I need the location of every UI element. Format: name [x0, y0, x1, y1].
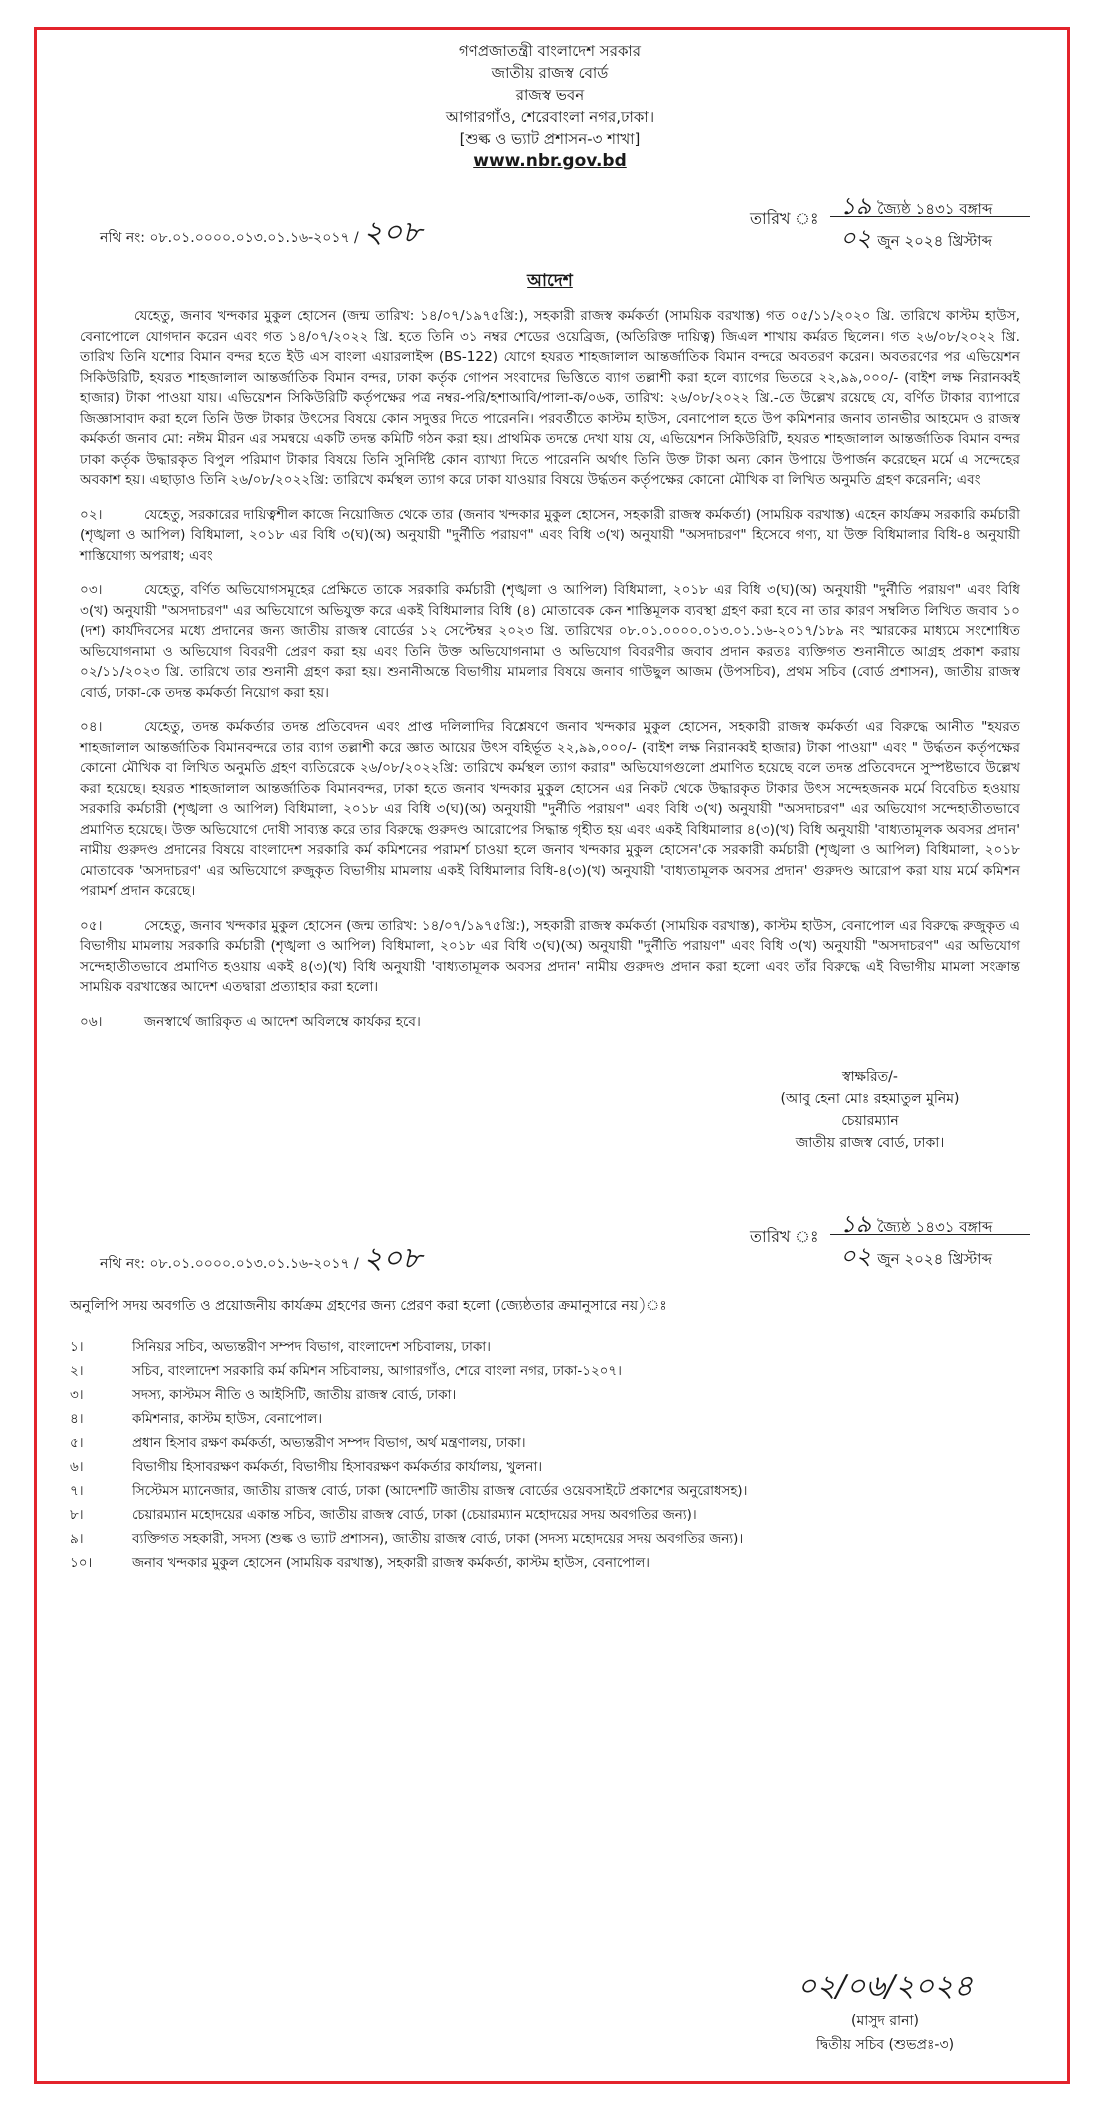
copies-heading: অনুলিপি সদয় অবগতি ও প্রয়োজনীয় কার্যক্রম গ্রহণের জন্য প্রেরণ করা হলো (জ্যেষ্ঠতার ক্রমানুসারে নয়)ঃ	[70, 1298, 667, 1314]
copy-item	[70, 1480, 1030, 1504]
date-2-english-month: জুন ২০২৪ খ্রিস্টাব্দ	[877, 1250, 993, 1268]
chairman-signature	[750, 1066, 990, 1154]
paragraph-4-text: যেহেতু, তদন্ত কর্মকর্তার তদন্ত প্রতিবেদন এবং প্রাপ্ত দলিলাদির বিশ্লেষণে জনাব খন্দকার মুকুল হোসেন, সহকারী রাজস্ব কর্মকর্তা এর বিরুদ্ধে আনীত "হযরত শাহজালাল আন্তর্জাতিক বিমানবন্দরে তার ব্যাগ তল্লাশী করে জ্ঞাত আয়ের উৎস বহির্ভূত ২২,৯৯,০০০/- (বাইশ লক্ষ নিরানব্বই হাজার) টাকা পাওয়া" এবং " উর্দ্ধতন কর্তৃপক্ষের কোনো মৌখিক বা লিখিত অনুমতি গ্রহণ ব্যতিরেকে ২৬/০৮/২০২২খ্রি: তারিখে কর্মস্থল ত্যাগ করার" অভিযোগগুলো প্রমাণিত হয়েছে বলে তদন্ত প্রতিবেদনে সুস্পষ্টভাবে উল্লেখ করা হয়েছে। হযরত শাহজালাল আন্তর্জাতিক বিমানবন্দর, ঢাকা হতে জনাব খন্দকার মুকুল হোসেন এর নিকট থেকে উদ্ধারকৃত টাকার উৎস সন্দেহজনক মর্মে বিবেচিত হওয়ায় সরকারি কর্মচারী (শৃঙ্খলা ও আপিল) বিধিমালা, ২০১৮ এর বিধি ৩(ঘ)(অ) অনুযায়ী "দুর্নীতি পরায়ণ" এবং বিধি ৩(খ) অনুযায়ী "অসদাচরণ" এর অভিযোগ সন্দেহাতীতভাবে প্রমাণিত হয়েছে। উক্ত অভিযোগে দোষী সাব্যস্ত করে তার বিরুদ্ধে গুরুদণ্ড আরোপের সিদ্ধান্ত গৃহীত হয় এবং একই বিধিমালার ৪(৩)(খ) বিধি অনুযায়ী 'বাধ্যতামূলক অবসর প্রদান' নামীয় গুরুদণ্ড প্রদানের বিষয়ে বাংলাদেশ সরকারি কর্ম কমিশনের পরামর্শ চাওয়া হলে জনাব খন্দকার মুকুল হোসেন'কে সরকারী কর্মচারী (শৃঙ্খলা ও আপিল) বিধিমালা, ২০১৮ মোতাবেক 'অসদাচরণ' এর অভিযোগে রুজুকৃত বিভাগীয় মামলায় একই বিধিমালার বিধি-৪(৩)(খ) অনুযায়ী 'বাধ্যতামূলক অবসর প্রদান' গুরুদণ্ড আরোপ করা যায় মর্মে কমিশন পরামর্শ প্রদান করেছে।	[80, 719, 1020, 899]
address: আগারগাঁও, শেরেবাংলা নগর,ঢাকা।	[445, 108, 655, 126]
copy-item-number: ৩।	[70, 1388, 84, 1403]
copy-item-text: প্রধান হিসাব রক্ষণ কর্মকর্তা, অভ্যন্তরীণ সম্পদ বিভাগ, অর্থ মন্ত্রণালয়, ঢাকা।	[132, 1436, 526, 1451]
date-2-label: তারিখ ঃ	[750, 1227, 819, 1246]
copy-item	[70, 1552, 1030, 1576]
paragraph-3	[80, 580, 1020, 703]
file-number-label: নথি নং: ০৮.০১.০০০০.০১৩.০১.১৬-২০১৭ /	[100, 230, 359, 246]
date-2-bangla-day: ১৯	[840, 1210, 872, 1238]
copy-item	[70, 1384, 1030, 1408]
copy-item-text: বিভাগীয় হিসাবরক্ষণ কর্মকর্তা, বিভাগীয় হিসাবরক্ষণ কর্মকর্তার কার্যালয়, খুলনা।	[132, 1460, 543, 1475]
copy-item-text: সচিব, বাংলাদেশ সরকারি কর্ম কমিশন সচিবালয়, আগারগাঁও, শেরে বাংলা নগর, ঢাকা-১২০৭।	[132, 1364, 622, 1379]
copy-item-text: চেয়ারম্যান মহোদয়ের একান্ত সচিব, জাতীয় রাজস্ব বোর্ড, ঢাকা (চেয়ারম্যান মহোদয়ের সদয় অবগতির জন্য)।	[132, 1508, 697, 1523]
building-name: রাজস্ব ভবন	[515, 86, 585, 104]
file-number-handwritten: ২০৮	[363, 215, 422, 250]
paragraph-6	[80, 1012, 1020, 1033]
date-label: তারিখ ঃ	[750, 209, 819, 228]
board-name: জাতীয় রাজস্ব বোর্ড	[491, 64, 609, 82]
copy-item-number: ৮।	[70, 1508, 84, 1523]
copy-item	[70, 1528, 1030, 1552]
date-2-bangla-month: জ্যৈষ্ঠ ১৪৩১ বঙ্গাব্দ	[877, 1218, 993, 1236]
second-signature	[770, 1965, 1000, 2057]
copy-item	[70, 1504, 1030, 1528]
date-bangla-month: জ্যৈষ্ঠ ১৪৩১ বঙ্গাব্দ	[877, 200, 993, 218]
second-signatory-designation: দ্বিতীয় সচিব (শুভপ্রঃ-৩)	[815, 2037, 955, 2053]
copy-item	[70, 1432, 1030, 1456]
signatory-name: (আবু হেনা মোঃ রহমাতুল মুনিম)	[780, 1091, 960, 1107]
file-number-2	[100, 1234, 422, 1285]
copy-item-text: সিস্টেমস ম্যানেজার, জাতীয় রাজস্ব বোর্ড, ঢাকা (আদেশটি জাতীয় রাজস্ব বোর্ডের ওয়েবসাইটে প্রকাশের অনুরোধসহ)।	[132, 1484, 748, 1499]
copy-item	[70, 1336, 1030, 1360]
copy-item-number: ৫।	[70, 1436, 84, 1451]
letterhead	[70, 40, 1030, 172]
order-title: আদেশ	[527, 271, 573, 291]
date-bangla-day: ১৯	[840, 192, 872, 220]
paragraph-2-text: যেহেতু, সরকারের দায়িত্বশীল কাজে নিয়োজিত থেকে তার (জনাব খন্দকার মুকুল হোসেন, সহকারী রাজস্ব কর্মকর্তা) (সাময়িক বরখাস্ত) এহেন কার্যক্রম সরকারি কর্মচারী (শৃঙ্খলা ও আপিল) বিধিমালা, ২০১৮ এর বিধি ৩(ঘ)(অ) অনুযায়ী "দুর্নীতি পরায়ণ" এবং বিধি ৩(খ) অনুযায়ী "অসদাচরণ" হিসেবে গণ্য, যা উক্ত বিধিমালার বিধি-৪ অনুযায়ী শাস্তিযোগ্য অপরাধ; এবং	[80, 506, 1020, 564]
copy-item	[70, 1456, 1030, 1480]
handwritten-signature: ০২/০৬/২০২৪	[796, 1969, 974, 2004]
file-number-2-handwritten: ২০৮	[363, 1241, 422, 1276]
copy-item-text: জনাব খন্দকার মুকুল হোসেন (সাময়িক বরখাস্ত), সহকারী রাজস্ব কর্মকর্তা, কাস্টম হাউস, বেনাপোল।	[132, 1556, 650, 1571]
signatory-designation: চেয়ারম্যান	[841, 1113, 899, 1129]
date-english-day: ০২	[840, 224, 872, 252]
paragraph-5	[80, 916, 1020, 998]
copy-item-number: ১।	[70, 1340, 84, 1355]
file-number-2-label: নথি নং: ০৮.০১.০০০০.০১৩.০১.১৬-২০১৭ /	[100, 1256, 359, 1272]
date-2-english-day: ০২	[840, 1242, 872, 1270]
paragraph-4-number: ০৪।	[80, 719, 103, 735]
copy-item-text: সদস্য, কাস্টমস নীতি ও আইসিটি, জাতীয় রাজস্ব বোর্ড, ঢাকা।	[132, 1388, 457, 1403]
file-number	[100, 208, 422, 259]
copy-item-number: ৪।	[70, 1412, 84, 1427]
paragraph-2	[80, 505, 1020, 567]
signatory-office: জাতীয় রাজস্ব বোর্ড, ঢাকা।	[795, 1135, 945, 1151]
paragraph-3-number: ০৩।	[80, 582, 103, 598]
copy-item-text: ব্যক্তিগত সহকারী, সদস্য (শুল্ক ও ভ্যাট প্রশাসন), জাতীয় রাজস্ব বোর্ড, ঢাকা (সদস্য মহোদয়ের সদয় অবগতির জন্য)।	[132, 1532, 744, 1547]
copy-item	[70, 1360, 1030, 1384]
paragraph-2-number: ০২।	[80, 506, 103, 523]
reference-row	[70, 186, 1030, 252]
date-2-english	[840, 1238, 992, 1278]
signed-marker: স্বাক্ষরিত/-	[842, 1069, 898, 1085]
website-link[interactable]: www.nbr.gov.bd	[473, 151, 627, 171]
reference-row-2	[70, 1204, 1030, 1276]
paragraph-4	[80, 717, 1020, 902]
paragraph-1: যেহেতু, জনাব খন্দকার মুকুল হোসেন (জন্ম তারিখ: ১৪/০৭/১৯৭৫খ্রি:), সহকারী রাজস্ব কর্মকর্তা (সাময়িক বরখাস্ত) গত ০৫/১১/২০২০ খ্রি. তারিখে কাস্টম হাউস, বেনাপোলে যোগদান করেন এবং গত ১৪/০৭/২০২২ খ্রি. হতে তিনি ৩১ নম্বর শেডের ওয়েব্রিজ, (অতিরিক্ত দায়িত্ব) জিএল শাখায় কর্মরত ছিলেন। গত ২৬/০৮/২০২২ খ্রি. তারিখ তিনি যশোর বিমান বন্দর হতে ইউ এস বাংলা এয়ারলাইন্স (BS-122) যোগে হযরত শাহজালাল আন্তর্জাতিক বিমান বন্দরে অবতরণ করেন। অবতরণের পর এভিয়েশন সিকিউরিটি, হযরত শাহজালাল আন্তর্জাতিক বিমান বন্দর, ঢাকা কর্তৃক গোপন সংবাদের ভিত্তিতে ব্যাগ তল্লাশী করা হলে ব্যাগের ভিতরে ২২,৯৯,০০০/- (বাইশ লক্ষ নিরানব্বই হাজার) টাকা পাওয়া যায়। এভিয়েশন সিকিউরিটি কর্তৃপক্ষের পত্র নম্বর-পরি/হশাআবি/পালা-ক/০৬ক, তারিখ: ২৬/০৮/২০২২ খ্রি.-তে উল্লেখ রয়েছে যে, বর্ণিত টাকার ব্যাপারে জিজ্ঞাসাবাদ করা হলে তিনি উক্ত টাকার উৎসের বিষয়ে কোন সদুত্তর দিতে পারেননি। পরবর্তীতে কাস্টম হাউস, বেনাপোল হতে উপ কমিশনার জনাব তানভীর আহমেদ ও রাজস্ব কর্মকর্তা জনাব মো: নঈম মীরন এর সমন্বয়ে একটি তদন্ত কমিটি গঠন করা হয়। প্রাথমিক তদন্তে দেখা যায় যে, এভিয়েশন সিকিউরিটি, হযরত শাহজালাল আন্তর্জাতিক বিমান বন্দর ঢাকা কর্তৃক উদ্ধারকৃত বিপুল পরিমাণ টাকার বিষয়ে তিনি সুনির্দিষ্ট কোন ব্যাখ্যা দিতে পারেননি অর্থাৎ তিনি উক্ত টাকা অন্য কোন উপায়ে উপার্জন করেছেন মর্মে এ সন্দেহের অবকাশ হয়। এছাড়াও তিনি ২৬/০৮/২০২২খ্রি: তারিখে কর্মস্থল ত্যাগ করে ঢাকা যাওয়ার বিষয়ে উর্দ্ধতন কর্তৃপক্ষের কোনো মৌখিক বা লিখিত অনুমতি গ্রহণ করেননি; এবং	[80, 308, 1020, 488]
paragraph-3-text: যেহেতু, বর্ণিত অভিযোগসমূহের প্রেক্ষিতে তাকে সরকারি কর্মচারী (শৃঙ্খলা ও আপিল) বিধিমালা, ২০১৮ এর বিধি ৩(ঘ)(অ) অনুযায়ী "দুর্নীতি পরায়ণ" এবং বিধি ৩(খ) অনুযায়ী "অসদাচরণ" এর অভিযোগে অভিযুক্ত করে একই বিধিমালার বিধি (৪) মোতাবেক কেন শাস্তিমূলক ব্যবস্থা গ্রহণ করা হবে না তার কারণ সম্বলিত লিখিত জবাব ১০ (দশ) কার্যদিবসের মধ্যে প্রদানের জন্য জাতীয় রাজস্ব বোর্ডের ১২ সেপ্টেম্বর ২০২৩ খ্রি. তারিখের ০৮.০১.০০০০.০১৩.০১.১৬-২০১৭/১৮৯ নং স্মারকের মাধ্যমে সংশোধিত অভিযোগনামা ও অভিযোগ বিবরণী প্রেরণ করা হয় এবং তিনি উক্ত অভিযোগনামা ও অভিযোগ বিবরণীর জবাব প্রদান করতঃ ব্যক্তিগত শুনানীতে আগ্রহ প্রকাশ করায় ০২/১১/২০২৩ খ্রি. তারিখে তার শুনানী গ্রহণ করা হয়। শুনানীঅন্তে বিভাগীয় মামলার বিষয়ে জনাব গাউছুল আজম (উপসচিব), প্রথম সচিব (বোর্ড প্রশাসন), জাতীয় রাজস্ব বোর্ড, ঢাকা-কে তদন্ত কর্মকর্তা নিয়োগ করা হয়।	[80, 582, 1020, 701]
copy-item-number: ৬।	[70, 1460, 84, 1475]
section-name: [শুল্ক ও ভ্যাট প্রশাসন-৩ শাখা]	[459, 130, 641, 148]
copy-item	[70, 1408, 1030, 1432]
date-english	[840, 220, 992, 260]
copy-item-number: ২।	[70, 1364, 84, 1379]
date-divider	[830, 216, 1030, 217]
copy-item-number: ৯।	[70, 1532, 84, 1547]
paragraph-5-text: সেহেতু, জনাব খন্দকার মুকুল হোসেন (জন্ম তারিখ: ১৪/০৭/১৯৭৫খ্রি:), সহকারী রাজস্ব কর্মকর্তা (সাময়িক বরখাস্ত), কাস্টম হাউস, বেনাপোল এর বিরুদ্ধে রুজুকৃত এ বিভাগীয় মামলায় সরকারি কর্মচারী (শৃঙ্খলা ও আপিল) বিধিমালা, ২০১৮ এর বিধি ৩(ঘ)(অ) অনুযায়ী "দুর্নীতি পরায়ণ" এবং বিধি ৩(খ) অনুযায়ী "অসদাচরণ" এর অভিযোগ সন্দেহাতীতভাবে প্রমাণিত হওয়ায় একই ৪(৩)(খ) বিধি অনুযায়ী 'বাধ্যতামূলক অবসর প্রদান' নামীয় গুরুদণ্ড প্রদান করা হলো এবং তাঁর বিরুদ্ধে এই বিভাগীয় মামলা সংক্রান্ত সাময়িক বরখাস্তের আদেশ এতদ্বারা প্রত্যাহার করা হলো।	[80, 917, 1020, 995]
date-english-month: জুন ২০২৪ খ্রিস্টাব্দ	[877, 232, 993, 250]
copy-item-text: কমিশনার, কাস্টম হাউস, বেনাপোল।	[132, 1412, 322, 1427]
govt-name: গণপ্রজাতন্ত্রী বাংলাদেশ সরকার	[458, 42, 642, 60]
date-2-divider	[830, 1234, 1030, 1235]
copy-item-text: সিনিয়র সচিব, অভ্যন্তরীণ সম্পদ বিভাগ, বাংলাদেশ সচিবালয়, ঢাকা।	[132, 1340, 491, 1355]
paragraph-5-number: ০৫।	[80, 917, 103, 934]
second-signatory-name: (মাসুদ রানা)	[851, 2013, 919, 2029]
copy-item-number: ৭।	[70, 1484, 84, 1499]
copies-list	[70, 1336, 1030, 1576]
paragraph-6-number: ০৬।	[80, 1013, 103, 1030]
paragraph-6-text: জনস্বার্থে জারিকৃত এ আদেশ অবিলম্বে কার্যকর হবে।	[144, 1013, 421, 1030]
document-page	[70, 40, 1030, 1576]
copy-item-number: ১০।	[70, 1556, 93, 1571]
